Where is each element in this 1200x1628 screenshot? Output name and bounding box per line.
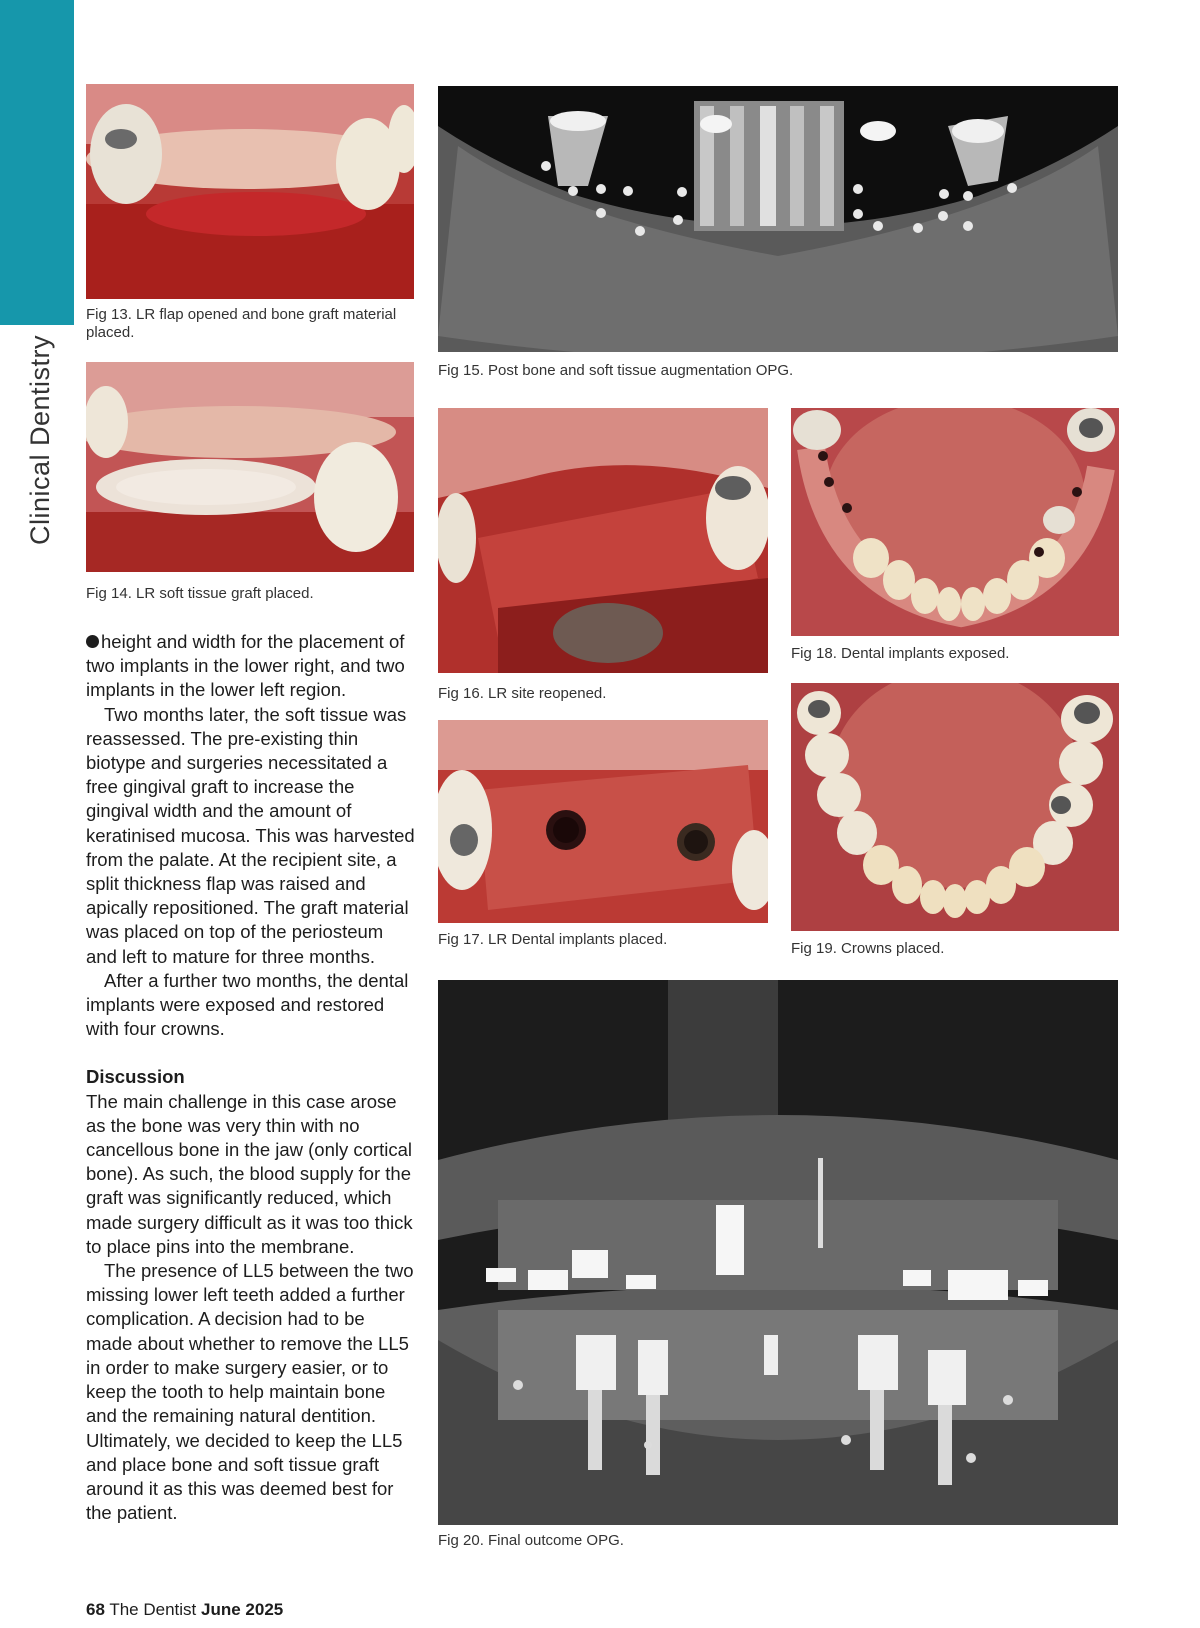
fig17-photo (438, 720, 768, 923)
issue-date: June 2025 (201, 1600, 284, 1619)
fig15-opg-xray (438, 86, 1118, 352)
fig19-photo (791, 683, 1119, 931)
fig13-caption: Fig 13. LR flap opened and bone graft material placed. (86, 306, 397, 341)
paragraph-marker-icon (86, 635, 99, 648)
fig19-caption: Fig 19. Crowns placed. (791, 940, 945, 957)
fig15-caption: Fig 15. Post bone and soft tissue augmentation OPG. (438, 362, 794, 379)
body-text-column (86, 630, 416, 1525)
paragraph-1: height and width for the placement of two implants in the lower right, and two implants in the lower left region. (86, 631, 405, 701)
section-label: Clinical Dentistry (25, 334, 55, 545)
page-footer (86, 1600, 283, 1620)
paragraph-2: Two months later, the soft tissue was reassessed. The pre-existing thin biotype and surgeries necessitated a free gingival graft to increase the gingival width and the amount of keratinised mucosa. This was harvested from the palate. At the recipient site, a split thickness flap was raised and apically repositioned. The graft material was placed on top of the periosteum and left to mature for three months. (86, 703, 415, 967)
paragraph-3: After a further two months, the dental implants were exposed and restored with four crowns. (86, 969, 409, 1040)
fig16-caption: Fig 16. LR site reopened. (438, 685, 607, 702)
publication-name: The Dentist (109, 1600, 197, 1619)
fig14-caption: Fig 14. LR soft tissue graft placed. (86, 585, 314, 602)
fig14-photo (86, 362, 414, 572)
fig13-photo (86, 84, 414, 299)
discussion-heading: Discussion (86, 1066, 185, 1088)
fig18-photo (791, 408, 1119, 636)
paragraph-5: The presence of LL5 between the two missing lower left teeth added a further complication. A decision had to be made about whether to remove the LL5 in order to make surgery easier, or to keep the tooth to help maintain bone and the remaining natural dentition. Ultimately, we decided to keep the LL5 and place bone and soft tissue graft around it as this was deemed best for the patient. (86, 1260, 414, 1524)
fig20-opg-xray (438, 980, 1118, 1525)
paragraph-4: The main challenge in this case arose as the bone was very thin with no cancellous bone in the jaw (only cortical bone). As such, the blood supply for the graft was significantly reduced, which made surgery difficult as it was too thick to place pins into the membrane. (86, 1090, 413, 1257)
fig17-caption: Fig 17. LR Dental implants placed. (438, 931, 668, 948)
fig16-photo (438, 408, 768, 673)
page-number: 68 (86, 1600, 105, 1619)
fig20-caption: Fig 20. Final outcome OPG. (438, 1532, 624, 1549)
fig18-caption: Fig 18. Dental implants exposed. (791, 645, 1010, 662)
